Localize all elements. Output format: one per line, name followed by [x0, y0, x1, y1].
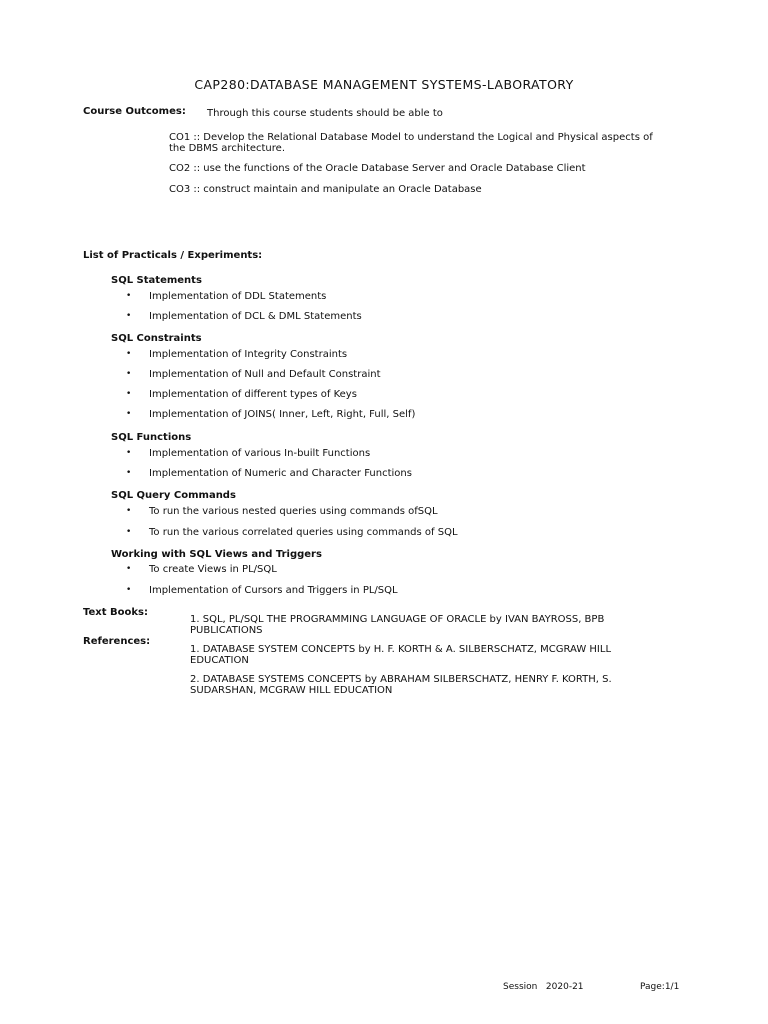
section-heading: SQL Query Commands: [111, 490, 236, 501]
course-outcomes-list: [169, 132, 669, 203]
list-item-text: Implementation of Integrity Constraints: [149, 349, 348, 360]
course-outcomes-label: Course Outcomes:: [83, 106, 186, 117]
references-list: [190, 614, 660, 704]
list-item-text: To create Views in PL/SQL: [149, 564, 277, 575]
bullet-icon: •: [126, 506, 132, 516]
session-label: Session 2020-21: [503, 982, 584, 992]
page-number: Page:1/1: [640, 982, 680, 992]
bullet-icon: •: [126, 585, 132, 595]
section-heading: Working with SQL Views and Triggers: [111, 549, 322, 560]
bullet-icon: •: [126, 564, 132, 574]
text-books-label: Text Books:: [83, 607, 148, 618]
bullet-icon: •: [126, 369, 132, 379]
section-heading: SQL Statements: [111, 275, 202, 286]
course-outcome-item: CO1 :: Develop the Relational Database Model to understand the Logical and Physical aspects of the DBMS architecture.: [169, 132, 653, 154]
list-item-text: Implementation of Numeric and Character Functions: [149, 468, 412, 479]
reference-item: 1. DATABASE SYSTEM CONCEPTS by H. F. KORTH & A. SILBERSCHATZ, MCGRAW HILL EDUCATION: [190, 644, 612, 666]
practicals-label: List of Practicals / Experiments:: [83, 250, 263, 261]
list-item-text: Implementation of different types of Keys: [149, 389, 357, 400]
list-item-text: Implementation of DCL & DML Statements: [149, 311, 362, 322]
bullet-icon: •: [126, 468, 132, 478]
list-item-text: Implementation of Cursors and Triggers in PL/SQL: [149, 585, 398, 596]
list-item-text: Implementation of Null and Default Constraint: [149, 369, 381, 380]
bullet-icon: •: [126, 527, 132, 537]
reference-item: 2. DATABASE SYSTEMS CONCEPTS by ABRAHAM SILBERSCHATZ, HENRY F. KORTH, S. SUDARSHAN, MCGRAW HILL EDUCATION: [190, 674, 612, 696]
text-book-item: 1. SQL, PL/SQL THE PROGRAMMING LANGUAGE OF ORACLE by IVAN BAYROSS, BPB PUBLICATIONS: [190, 614, 605, 636]
list-item-text: To run the various correlated queries using commands of SQL: [149, 527, 458, 538]
bullet-icon: •: [126, 409, 132, 419]
course-outcome-item: CO3 :: construct maintain and manipulate an Oracle Database: [169, 184, 482, 195]
bullet-icon: •: [126, 311, 132, 321]
page-title: CAP280:DATABASE MANAGEMENT SYSTEMS-LABORATORY: [194, 77, 574, 92]
bullet-icon: •: [126, 389, 132, 399]
bullet-icon: •: [126, 291, 132, 301]
list-item-text: Implementation of various In-built Functions: [149, 448, 371, 459]
bullet-icon: •: [126, 448, 132, 458]
course-outcomes-intro: Through this course students should be able to: [207, 108, 443, 119]
list-item-text: To run the various nested queries using commands ofSQL: [149, 506, 438, 517]
bullet-icon: •: [126, 349, 132, 359]
list-item-text: Implementation of JOINS( Inner, Left, Right, Full, Self): [149, 409, 416, 420]
course-outcome-item: CO2 :: use the functions of the Oracle Database Server and Oracle Database Client: [169, 163, 586, 174]
section-heading: SQL Functions: [111, 432, 192, 443]
list-item-text: Implementation of DDL Statements: [149, 291, 327, 302]
section-heading: SQL Constraints: [111, 333, 202, 344]
references-label: References:: [83, 636, 151, 647]
